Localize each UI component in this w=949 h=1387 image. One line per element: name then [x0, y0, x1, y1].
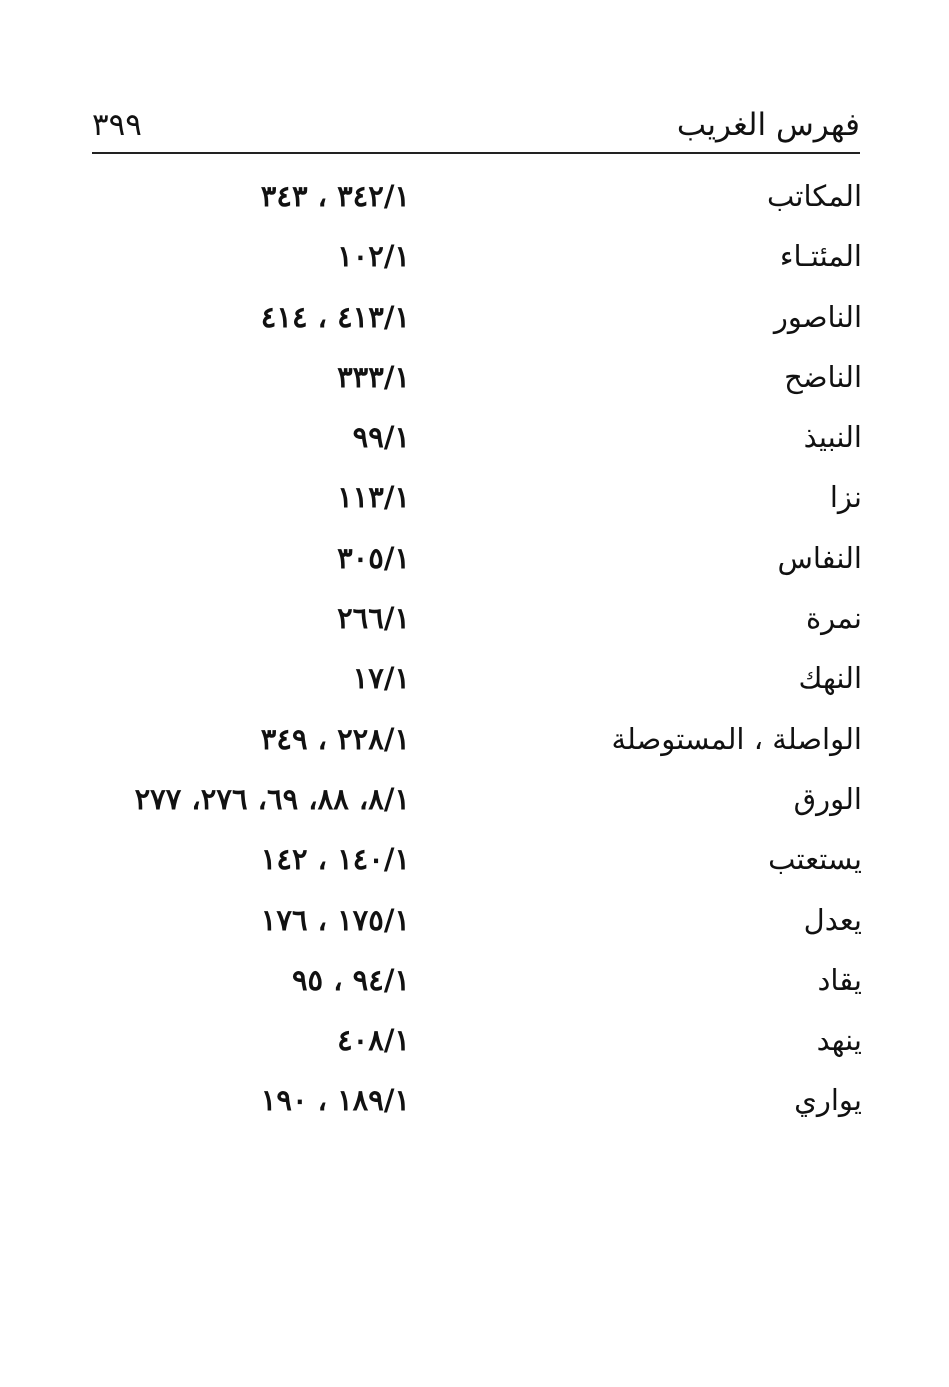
index-entry [92, 289, 862, 349]
index-entry [92, 168, 862, 228]
entry-term: الواصلة ، المستوصلة [611, 721, 862, 756]
index-entry [92, 349, 862, 409]
entry-term: يعدل [803, 902, 862, 937]
index-entry [92, 590, 862, 650]
index-entry [92, 1012, 862, 1072]
page-title: فهرس الغريب [676, 107, 860, 143]
header-rule [92, 152, 860, 154]
index-entry [92, 650, 862, 710]
index-list [92, 168, 862, 1133]
entry-term: يواري [794, 1083, 862, 1118]
index-entry [92, 831, 862, 891]
entry-term: المئتـاء [779, 239, 862, 274]
entry-term: يقاد [817, 962, 862, 997]
entry-references: ٤١٣/١ ، ٤١٤ [260, 299, 410, 334]
page-number: ٣٩٩ [92, 107, 142, 143]
index-entry [92, 409, 862, 469]
entry-term: نمرة [805, 601, 862, 636]
entry-references: ١٠٢/١ [337, 239, 410, 274]
index-entry [92, 711, 862, 771]
index-entry [92, 228, 862, 288]
entry-term: ينهد [816, 1023, 862, 1058]
entry-references: ١٤٠/١ ، ١٤٢ [260, 842, 410, 877]
entry-references: ٩٤/١ ، ٩٥ [291, 962, 410, 997]
entry-term: المكاتب [766, 179, 862, 213]
entry-term: نزا [829, 480, 862, 515]
index-entry [92, 771, 862, 831]
entry-references: ٣٤٢/١ ، ٣٤٣ [260, 179, 410, 213]
entry-term: الناضح [784, 359, 862, 394]
entry-term: يستعتب [768, 842, 862, 877]
index-entry [92, 530, 862, 590]
index-entry [92, 469, 862, 529]
entry-term: النهك [798, 661, 862, 696]
entry-references: ١١٣/١ [337, 480, 410, 515]
index-entry [92, 1072, 862, 1132]
entry-references: ٣٠٥/١ [337, 540, 410, 575]
entry-term: الورق [793, 781, 862, 816]
entry-references: ٣٣٣/١ [337, 359, 410, 394]
entry-references: ٨/١، ٨٨، ٦٩، ٢٧٦، ٢٧٧ [134, 781, 410, 816]
index-entry [92, 892, 862, 952]
entry-references: ٤٠٨/١ [337, 1023, 410, 1058]
page-header [92, 100, 860, 150]
entry-references: ١٨٩/١ ، ١٩٠ [260, 1083, 410, 1118]
entry-references: ١٧٥/١ ، ١٧٦ [260, 902, 410, 937]
entry-references: ١٧/١ [352, 661, 410, 696]
entry-references: ٢٢٨/١ ، ٣٤٩ [260, 721, 410, 756]
entry-term: النفاس [777, 540, 862, 575]
entry-references: ٢٦٦/١ [337, 601, 410, 636]
entry-term: الناصور [773, 299, 862, 334]
entry-references: ٩٩/١ [352, 420, 410, 455]
index-entry [92, 952, 862, 1012]
entry-term: النبيذ [803, 420, 862, 455]
